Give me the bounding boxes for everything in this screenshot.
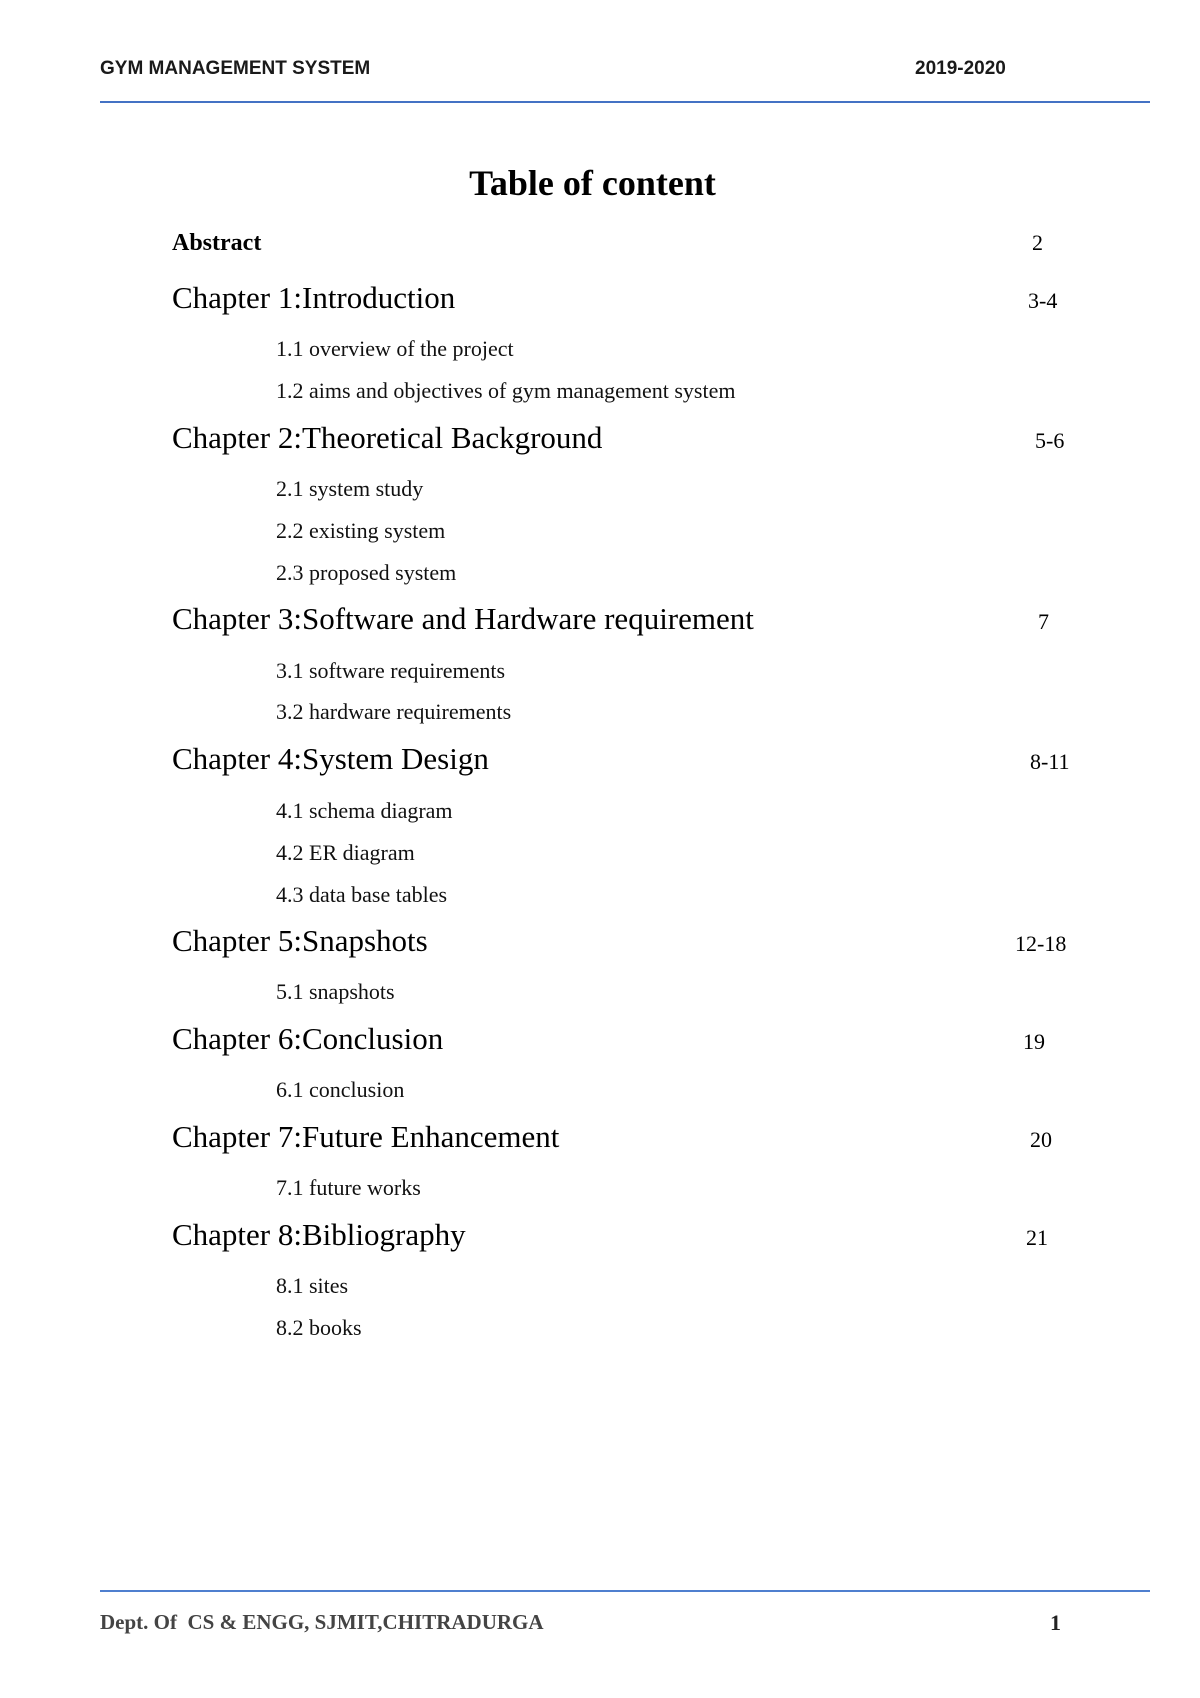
toc-chapter-page: 8-11 [1030, 749, 1070, 774]
toc-chapter-label: Chapter 1:Introduction [172, 280, 456, 315]
toc-section-label: 2.1 system study [276, 476, 424, 501]
toc-heading: Table of content [469, 163, 716, 203]
header-divider [100, 101, 1150, 103]
toc-entry-label: Abstract [172, 230, 262, 256]
toc-section-label: 2.3 proposed system [276, 560, 457, 585]
toc-chapter-page: 7 [1038, 609, 1049, 634]
toc-section-label: 4.2 ER diagram [276, 840, 415, 865]
footer-page-number: 1 [1050, 1610, 1061, 1635]
toc-section-label: 7.1 future works [276, 1175, 421, 1200]
toc-chapter-label: Chapter 5:Snapshots [172, 923, 428, 958]
toc-chapter-label: Chapter 8:Bibliography [172, 1217, 466, 1252]
toc-chapter-page: 5-6 [1035, 428, 1065, 453]
toc-chapter-label: Chapter 7:Future Enhancement [172, 1119, 560, 1154]
toc-section-label: 4.3 data base tables [276, 882, 448, 907]
footer-divider [100, 1590, 1150, 1592]
toc-chapter-page: 19 [1023, 1029, 1045, 1054]
toc-chapter-page: 20 [1030, 1127, 1052, 1152]
toc-section-label: 1.2 aims and objectives of gym management system [276, 378, 736, 403]
toc-chapter-page: 3-4 [1028, 288, 1058, 313]
header-year: 2019-2020 [915, 58, 1006, 79]
toc-section-label: 6.1 conclusion [276, 1077, 405, 1102]
toc-chapter-label: Chapter 2:Theoretical Background [172, 420, 603, 455]
toc-section-label: 8.2 books [276, 1315, 362, 1340]
page-header [100, 58, 1150, 84]
toc-entry-page: 2 [1032, 230, 1043, 255]
page-footer [100, 1610, 1150, 1640]
toc-section-label: 2.2 existing system [276, 518, 446, 543]
toc-chapter-page: 21 [1026, 1225, 1048, 1250]
toc-section-label: 3.2 hardware requirements [276, 699, 512, 724]
toc-section-label: 3.1 software requirements [276, 658, 506, 683]
toc-chapter-label: Chapter 3:Software and Hardware requirement [172, 601, 754, 636]
toc-section-label: 4.1 schema diagram [276, 798, 453, 823]
toc-chapter-page: 12-18 [1015, 931, 1067, 956]
toc-chapter-label: Chapter 6:Conclusion [172, 1021, 444, 1056]
footer-department: Dept. Of CS & ENGG, SJMIT,CHITRADURGA [100, 1610, 544, 1634]
header-title: GYM MANAGEMENT SYSTEM [100, 58, 371, 79]
toc-section-label: 8.1 sites [276, 1273, 349, 1298]
toc-section-label: 1.1 overview of the project [276, 336, 514, 361]
toc-section-label: 5.1 snapshots [276, 979, 395, 1004]
toc-chapter-label: Chapter 4:System Design [172, 741, 489, 776]
